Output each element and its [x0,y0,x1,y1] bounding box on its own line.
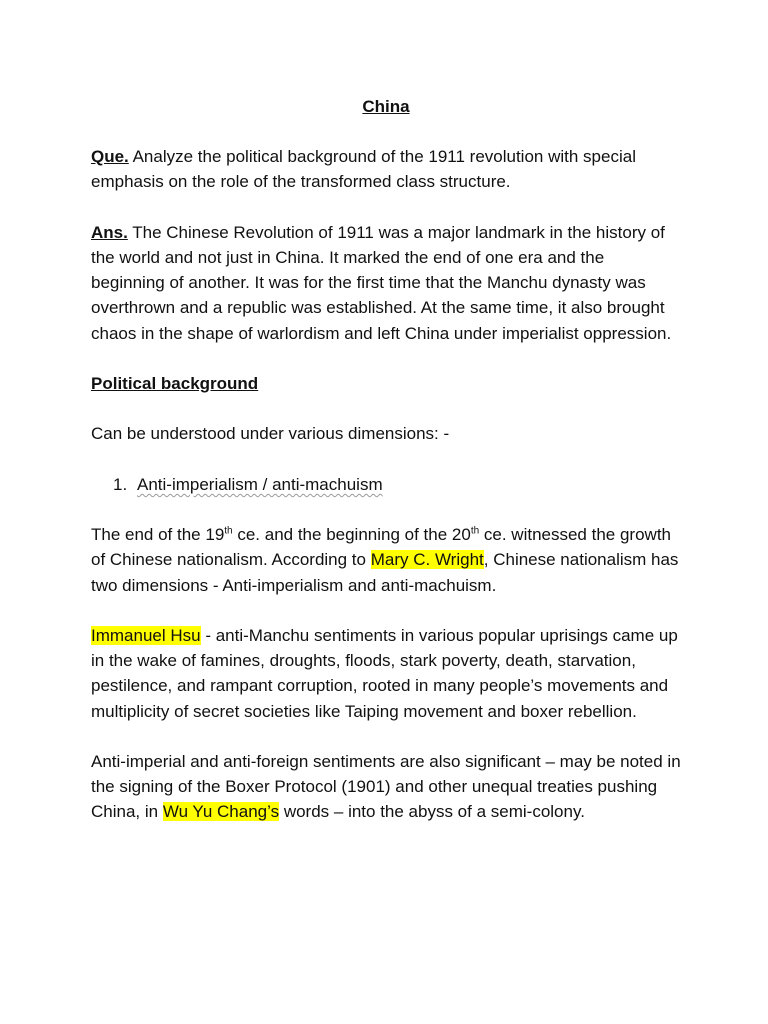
para1-text-d: , Chinese nationalism has two dimensions - Anti-imperialism and anti-machuism. [91,550,679,595]
list-item-text: Anti-imperialism / anti-machuism [137,474,383,494]
para3-text-b: words – into the abyss of a semi-colony. [279,802,585,822]
answer-text: The Chinese Revolution of 1911 was a major landmark in the history of the world and not just in China. It marked the end of one era and the beginning of another. It was for the first time that the Manchu dynasty was overthrown and a republic was established. At the same time, it also brought chaos in the shape of warlordism and left China under imperialist oppression. [91,222,672,343]
para1-text-c: ce. witnessed the growth of Chinese nationalism. According to [91,525,671,570]
intro-text: Can be understood under various dimensions: - [91,424,450,444]
spacer [91,195,681,220]
para1-text-a: The end of the 19 [91,525,225,545]
question-text: Analyze the political background of the 1911 revolution with special emphasis on the role of the transformed class structure. [91,147,636,192]
highlight-mary-c-wright: Mary C. Wright [370,550,484,570]
superscript-th: th [224,525,233,537]
highlight-wu-yu-chang: Wu Yu Chang’s [162,802,280,822]
list-number: 1. [113,474,128,494]
spacer [91,346,681,371]
answer-paragraph [91,220,681,346]
spacer [91,119,681,144]
spacer [91,598,681,623]
section-heading: Political background [91,373,259,393]
spacer [91,447,681,472]
document-page [91,94,681,825]
highlight-immanuel-hsu: Immanuel Hsu [91,625,201,645]
hsu-paragraph [91,623,681,724]
spacer [91,396,681,421]
question-paragraph [91,144,681,194]
document-title: China [362,97,410,116]
para1-text-b: ce. and the beginning of the 20 [232,525,471,545]
nationalism-paragraph [91,522,681,598]
para3-text-a: Anti-imperial and anti-foreign sentiments are also significant – may be noted in the signing of the Boxer Protocol (1901) and other unequal treaties pushing China, in [91,751,681,822]
spacer [91,724,681,749]
para2-text: - anti-Manchu sentiments in various popular uprisings came up in the wake of famines, droughts, floods, stark poverty, death, starvation, pestilence, and rampant corruption, rooted in many people’s movements and multiplicity of secret societies like Taiping movement and boxer rebellion. [91,625,678,721]
anti-imperial-paragraph [91,749,681,825]
spacer [91,497,681,522]
question-label: Que. [91,147,129,167]
list-item [91,472,681,497]
answer-label: Ans. [91,222,128,242]
superscript-th: th [470,525,480,537]
